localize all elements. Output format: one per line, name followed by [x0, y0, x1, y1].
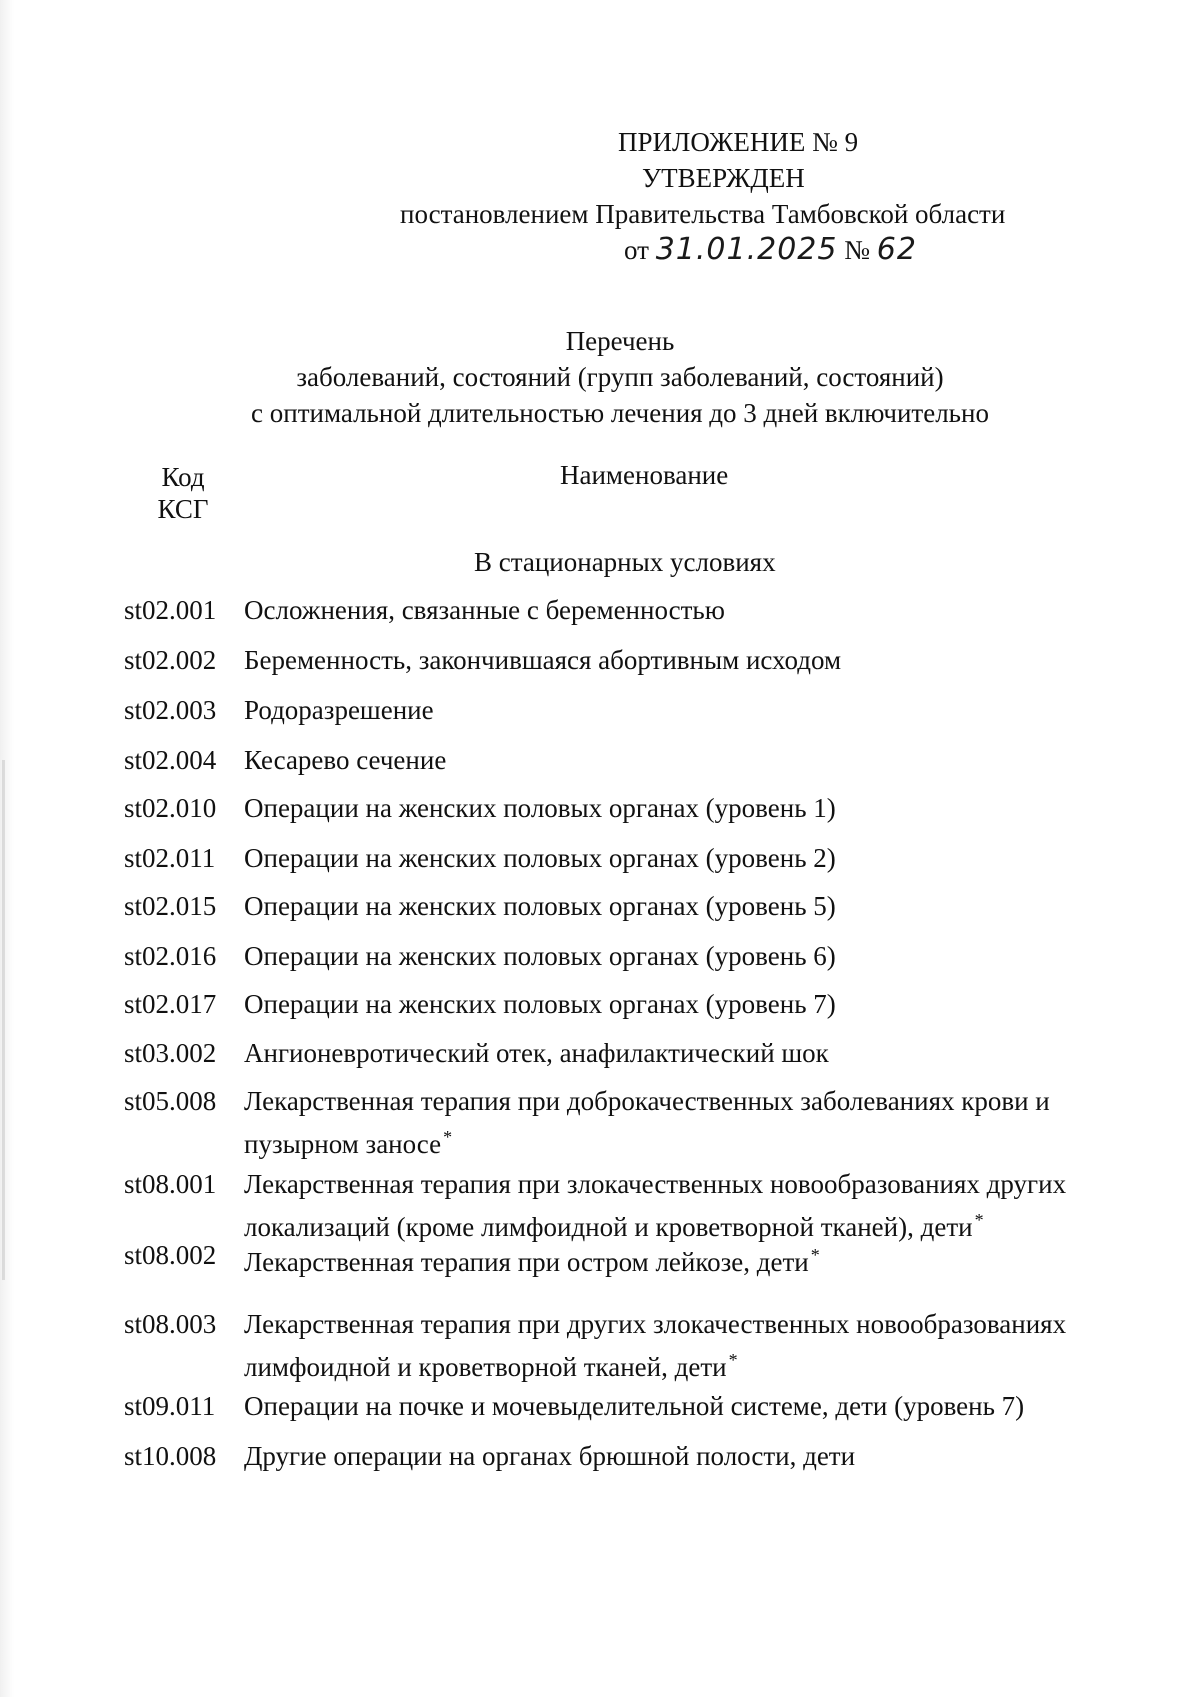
ksg-name-text: Операции на женских половых органах (уровень 2) — [244, 843, 836, 873]
ksg-name — [244, 1166, 1124, 1245]
name-column-header: Наименование — [560, 460, 729, 490]
ksg-code: st02.015 — [124, 891, 217, 921]
code-column-header — [143, 461, 223, 525]
ksg-code: st02.017 — [124, 989, 217, 1019]
handwritten-date: 31.01.2025 — [655, 232, 838, 267]
ksg-name — [244, 840, 1124, 876]
document-title: Перечень — [565, 326, 675, 356]
footnote-asterisk: * — [974, 1210, 984, 1230]
ksg-name-text: Лекарственная терапия при доброкачественных заболеваниях крови и пузырном заносе — [244, 1086, 1050, 1159]
ksg-name-text: Ангионевротический отек, анафилактический шок — [244, 1038, 829, 1068]
ksg-code: st10.008 — [124, 1441, 217, 1471]
ksg-name — [244, 1306, 1124, 1385]
ksg-name-text: Операции на женских половых органах (уровень 1) — [244, 793, 836, 823]
scan-edge-artifact — [2, 760, 5, 1280]
document-subtitle-line2: с оптимальной длительностью лечения до 3 дней включительно — [251, 398, 989, 428]
code-header-line1: Код — [161, 462, 205, 492]
ksg-name — [244, 1083, 1124, 1162]
ksg-name-text: Кесарево сечение — [244, 745, 447, 775]
ksg-name — [244, 692, 1124, 728]
ksg-code: st02.003 — [124, 695, 217, 725]
ksg-name-text: Осложнения, связанные с беременностью — [244, 595, 725, 625]
ksg-name — [244, 642, 1124, 678]
ksg-name — [244, 1438, 1124, 1474]
handwritten-number: 62 — [876, 232, 917, 267]
decree-label: постановлением Правительства Тамбовской области — [400, 199, 1006, 229]
ksg-name-text: Родоразрешение — [244, 695, 434, 725]
ksg-name-text: Операции на женских половых органах (уровень 6) — [244, 941, 836, 971]
ksg-code: st02.001 — [124, 595, 217, 625]
ksg-name — [244, 1035, 1124, 1071]
ksg-code: st03.002 — [124, 1038, 217, 1068]
ksg-name — [244, 592, 1124, 628]
ksg-name — [244, 888, 1124, 924]
ksg-name-text: Операции на женских половых органах (уровень 7) — [244, 989, 836, 1019]
footnote-asterisk: * — [728, 1350, 738, 1370]
ksg-code: st08.001 — [124, 1169, 217, 1199]
ksg-code: st02.011 — [124, 843, 216, 873]
ksg-code: st02.002 — [124, 645, 217, 675]
document-subtitle-line1: заболеваний, состояний (групп заболеваний, состояний) — [296, 362, 944, 392]
footnote-asterisk: * — [443, 1127, 453, 1147]
ksg-code: st08.002 — [124, 1240, 217, 1270]
ksg-name-text: Лекарственная терапия при других злокачественных новообразованиях лимфоидной и кроветворной тканей, дети — [244, 1309, 1067, 1382]
ksg-name-text: Операции на почке и мочевыделительной системе, дети (уровень 7) — [244, 1391, 1025, 1421]
number-prefix: № — [844, 235, 870, 265]
date-prefix: от — [624, 235, 649, 265]
annex-number: ПРИЛОЖЕНИЕ № 9 — [618, 127, 859, 157]
ksg-code: st08.003 — [124, 1309, 217, 1339]
ksg-code: st09.011 — [124, 1391, 216, 1421]
decree-date-line — [624, 232, 917, 268]
code-header-line2: КСГ — [157, 494, 209, 524]
ksg-name-text: Лекарственная терапия при злокачественных новообразованиях других локализаций (кроме лимфоидной и кроветворной тканей), дети — [244, 1169, 1067, 1242]
ksg-name — [244, 742, 1124, 778]
ksg-name — [244, 986, 1124, 1022]
ksg-code: st05.008 — [124, 1086, 217, 1116]
ksg-code: st02.010 — [124, 793, 217, 823]
ksg-name-text: Беременность, закончившаяся абортивным исходом — [244, 645, 842, 675]
ksg-name-text: Лекарственная терапия при остром лейкозе, дети — [244, 1247, 809, 1277]
ksg-name-text: Операции на женских половых органах (уровень 5) — [244, 891, 836, 921]
approved-label: УТВЕРЖДЕН — [642, 163, 805, 193]
ksg-name — [244, 790, 1124, 826]
ksg-name — [244, 1388, 1124, 1424]
ksg-name — [244, 1237, 1124, 1280]
ksg-code: st02.004 — [124, 745, 217, 775]
ksg-code: st02.016 — [124, 941, 217, 971]
ksg-name — [244, 938, 1124, 974]
footnote-asterisk: * — [810, 1245, 820, 1265]
ksg-name-text: Другие операции на органах брюшной полости, дети — [244, 1441, 856, 1471]
section-heading: В стационарных условиях — [474, 547, 776, 577]
